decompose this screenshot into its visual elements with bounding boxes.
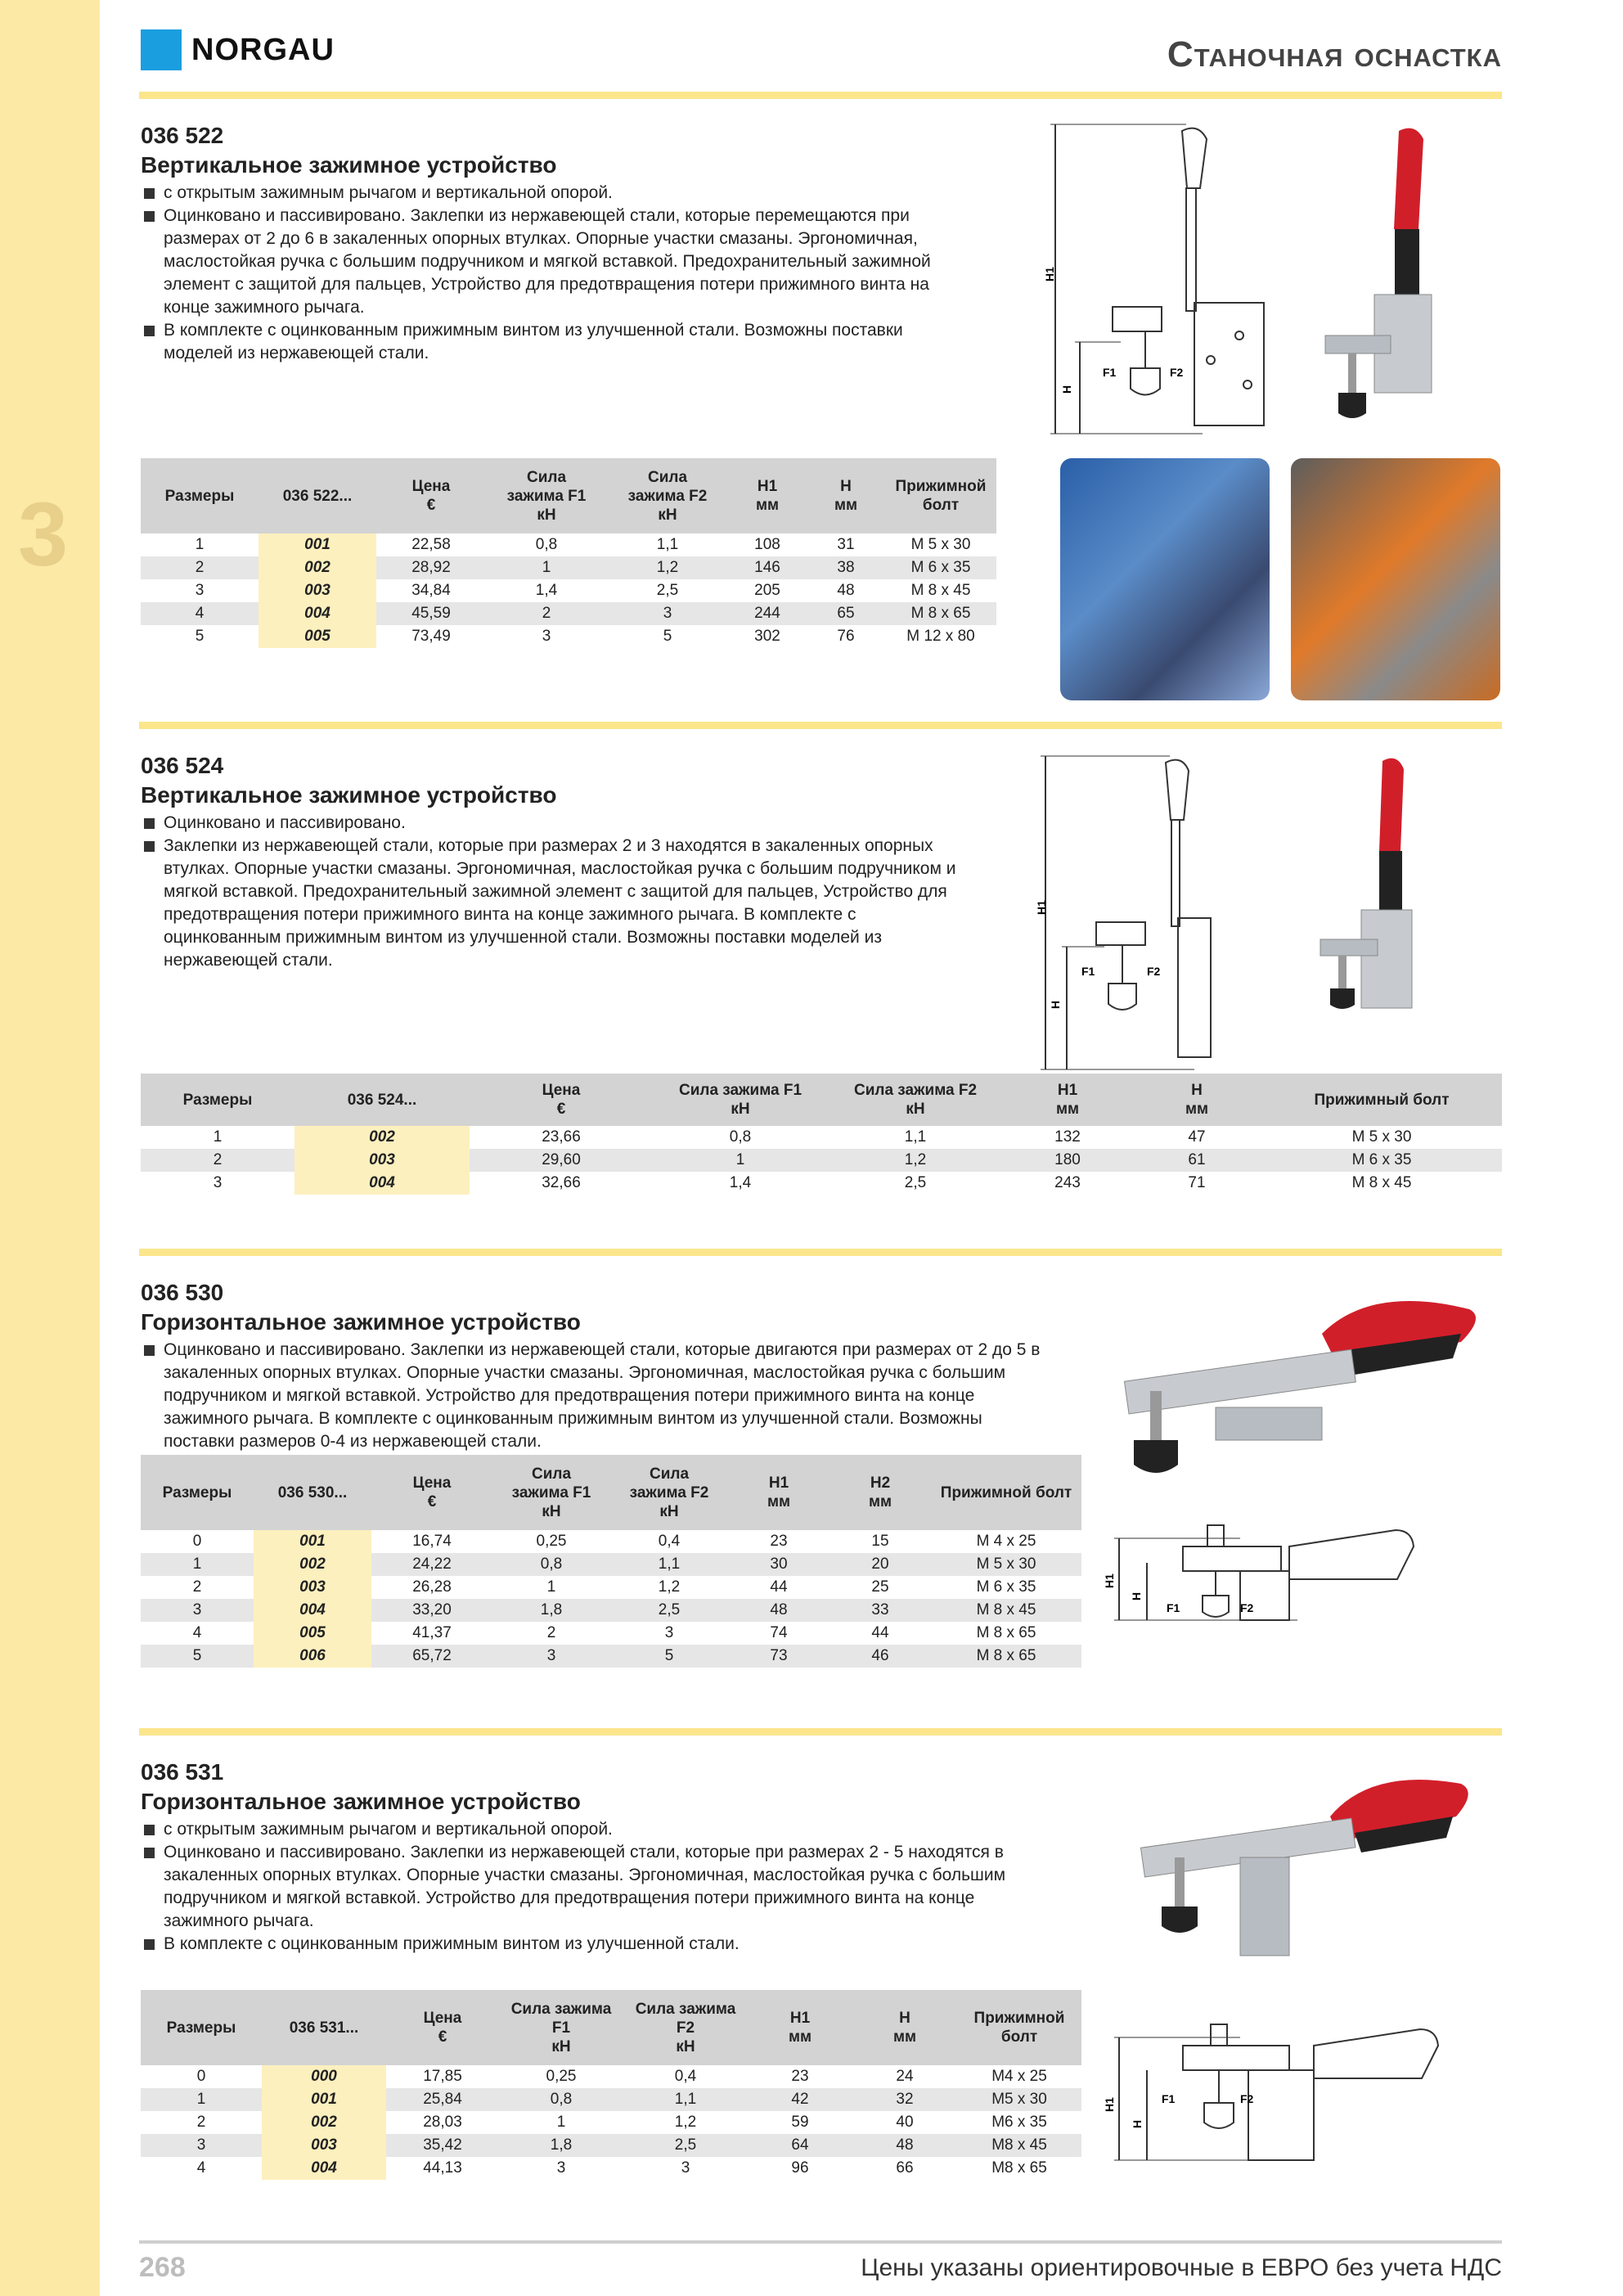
label-f1: F1 [1167, 1601, 1180, 1614]
table-row [141, 1622, 1081, 1645]
cell: 1,8 [499, 2134, 623, 2157]
col-header: Прижимной болт [885, 458, 996, 533]
spec-table [141, 1990, 1081, 2180]
label-f1: F1 [1103, 366, 1117, 379]
cell: 29,60 [470, 1149, 653, 1172]
cell: 3 [681, 2159, 690, 2177]
cell: 1 [556, 2114, 566, 2131]
col-header: Сила зажима F1 кН [653, 1074, 828, 1126]
table-row [141, 533, 996, 556]
label-h: H [1130, 1591, 1143, 1600]
sidebar-band [0, 0, 100, 2296]
cell: 1,4 [535, 582, 558, 599]
article-code: 006 [254, 1645, 371, 1668]
table-header-row [141, 1074, 1502, 1126]
cell: 1 [653, 1149, 828, 1172]
article-code: 003 [254, 1576, 371, 1599]
col-header: 036 531... [262, 1990, 386, 2065]
cell: 65,72 [371, 1645, 492, 1668]
bullet: Оцинковано и пассивировано. Заклепки из нержавеющей стали, которые перемещаются при размерах от 2 до 6 в закаленных опорных втулках. Опорные участки смазаны. Эргономичная, маслостойкая ручка с большим подручником и мягкой вставкой. Предохранительный зажимной элемент с защитой для пальцев, Устройство для предотвращения потери прижимного винта на конце зажимного рычага. [141, 205, 975, 319]
cell: 42 [748, 2088, 852, 2111]
cell: M 8 x 65 [885, 602, 996, 625]
cell: 4 [192, 1624, 202, 1641]
divider [139, 1728, 1502, 1736]
cell: 3 [195, 582, 205, 599]
section-title: Станочная оснастка [1167, 34, 1502, 74]
article-code: 004 [262, 2157, 386, 2180]
article-code: 001 [262, 2088, 386, 2111]
col-header: Размеры [141, 1455, 254, 1530]
label-h: H [1131, 2119, 1144, 2128]
article-code: 004 [294, 1172, 470, 1195]
table-header-row [141, 1455, 1081, 1530]
brand-logo [141, 29, 335, 70]
cell: 48 [728, 1599, 829, 1622]
cell: 48 [852, 2134, 957, 2157]
article-code: 004 [254, 1599, 371, 1622]
product-code: 036 530 [141, 1280, 224, 1305]
cell: 5 [610, 1645, 728, 1668]
cell: 25,84 [386, 2088, 499, 2111]
label-h: H [1060, 385, 1073, 394]
table-row [141, 1172, 1502, 1195]
cell: 3 [492, 1645, 610, 1668]
cell: M 8 x 65 [931, 1645, 1081, 1668]
cell: 180 [1003, 1149, 1132, 1172]
product-name: Вертикальное зажимное устройство [141, 152, 557, 178]
col-header: Сила зажима F2 кН [828, 1074, 1003, 1126]
article-code: 001 [259, 533, 376, 556]
cell: 30 [728, 1553, 829, 1576]
cell: 2 [192, 1578, 202, 1596]
col-header: 036 530... [254, 1455, 371, 1530]
cell: 244 [728, 602, 807, 625]
cell: M 5 x 30 [931, 1553, 1081, 1576]
spec-table [141, 1074, 1502, 1195]
page-number: 268 [139, 2252, 186, 2283]
cell: 4 [196, 2159, 206, 2177]
cell: M 6 x 35 [1261, 1149, 1502, 1172]
table-row [141, 1126, 1502, 1149]
table-row [141, 1576, 1081, 1599]
clamp-photo-horizontal [1101, 1276, 1494, 1489]
cell: 1 [141, 2088, 262, 2111]
col-header: Сила зажима F1 кН [486, 458, 607, 533]
bullet: с открытым зажимным рычагом и вертикальной опорой. [141, 1818, 1041, 1841]
table-row [141, 2111, 1081, 2134]
col-header: H1 мм [728, 458, 807, 533]
article-code: 004 [259, 602, 376, 625]
cell: 302 [754, 628, 780, 645]
col-header: Цена € [386, 1990, 499, 2065]
cell: M 4 x 25 [976, 1533, 1036, 1550]
product-name: Горизонтальное зажимное устройство [141, 1309, 581, 1335]
col-header: Сила зажима F1 кН [492, 1455, 610, 1530]
cell: 108 [754, 536, 780, 553]
table-row [141, 1599, 1081, 1622]
bullet: Оцинковано и пассивировано. Заклепки из нержавеющей стали, которые при размерах 2 - 5 находятся в закаленных опорных втулках. Опорные участки смазаны. Эргономичная, маслостойкая ручка с большим подручником и мягкой вставкой. Устройство для предотвращения потери прижимного винта на конце зажимного рычага. [141, 1841, 1041, 1933]
cell: 47 [1188, 1128, 1206, 1146]
product-description [141, 1818, 1041, 1956]
cell: M 12 x 80 [906, 628, 975, 645]
cell: 2,5 [610, 1599, 728, 1622]
cell: 41,37 [412, 1624, 452, 1641]
cell: 34,84 [411, 582, 451, 599]
cell: 0 [192, 1533, 202, 1550]
cell: 1,2 [828, 1149, 1003, 1172]
col-header: H1 мм [1003, 1074, 1132, 1126]
cell: 1,2 [674, 2114, 697, 2131]
table-row [141, 1149, 1502, 1172]
col-header: H мм [1132, 1074, 1261, 1126]
cell: 1,2 [658, 1578, 681, 1596]
cell: 0,4 [674, 2068, 697, 2085]
product-description [141, 182, 975, 365]
product-name: Вертикальное зажимное устройство [141, 782, 557, 808]
table-row [141, 625, 996, 648]
cell: 2,5 [656, 582, 679, 599]
cell: 23,66 [542, 1128, 581, 1146]
cell: 73,49 [411, 628, 451, 645]
clamp-drawing-horizontal [1101, 2013, 1494, 2177]
footer-divider [139, 2240, 1502, 2244]
cell: 2 [486, 602, 607, 625]
label-f1: F1 [1081, 965, 1095, 978]
table-row [141, 2088, 1081, 2111]
cell: 28,03 [423, 2114, 462, 2131]
cell: M 5 x 30 [1351, 1128, 1412, 1146]
product-code: 036 522 [141, 123, 224, 148]
label-h: H [1049, 1000, 1062, 1009]
table-row [141, 1530, 1081, 1553]
cell: 2 [546, 1624, 556, 1641]
col-header: 036 522... [259, 458, 376, 533]
cell: M 5 x 30 [910, 536, 971, 553]
table-row [141, 2157, 1081, 2180]
cell: 76 [837, 628, 855, 645]
cell: 1 [195, 536, 205, 553]
bullet: Оцинковано и пассивировано. Заклепки из нержавеющей стали, которые двигаются при размерах от 2 до 5 в закаленных опорных втулках. Опорные участки смазаны. Эргономичная, маслостойкая ручка с большим подручником и мягкой вставкой. Устройство для предотвращения потери прижимного винта на конце зажимного рычага. В комплекте с оцинкованным прижимным винтом из улучшенной стали. Возможны поставки размеров 0-4 из нержавеющей стали. [141, 1339, 1049, 1453]
cell: 0,25 [546, 2068, 577, 2085]
product-description [141, 812, 975, 972]
cell: 1,1 [623, 2088, 748, 2111]
col-header: Цена € [376, 458, 486, 533]
col-header: Прижимный болт [1261, 1074, 1502, 1126]
label-f2: F2 [1240, 1601, 1254, 1614]
article-code: 002 [262, 2111, 386, 2134]
cell: 44 [770, 1578, 788, 1596]
cell: M8 x 45 [957, 2134, 1081, 2157]
spec-table [141, 458, 996, 648]
label-h1: H1 [1043, 267, 1056, 281]
product-code: 036 531 [141, 1759, 224, 1785]
cell: 4 [141, 602, 259, 625]
cell: 3 [556, 2159, 566, 2177]
cell: 3 [542, 628, 551, 645]
bullet: Оцинковано и пассивировано. [141, 812, 975, 835]
col-header: Сила зажима F2 кН [610, 1455, 728, 1530]
col-header: Цена € [371, 1455, 492, 1530]
cell: M 6 x 35 [976, 1578, 1036, 1596]
cell: 32 [852, 2088, 957, 2111]
article-code: 001 [254, 1530, 371, 1553]
col-header: 036 524... [294, 1074, 470, 1126]
col-header: Прижимной болт [957, 1990, 1081, 2065]
cell: 22,58 [411, 536, 451, 553]
table-header-row [141, 1990, 1081, 2065]
cell: 2,5 [904, 1174, 927, 1191]
label-h1: H1 [1103, 1573, 1116, 1588]
cell: 64 [748, 2134, 852, 2157]
cell: 46 [829, 1645, 931, 1668]
article-code: 005 [259, 625, 376, 648]
cell: 5 [141, 1645, 254, 1668]
cell: 15 [871, 1533, 889, 1550]
table-row [141, 556, 996, 579]
cell: 24 [896, 2068, 914, 2085]
cell: 32,66 [542, 1174, 581, 1191]
cell: 205 [754, 582, 780, 599]
article-code: 003 [259, 579, 376, 602]
application-photo [1291, 458, 1500, 700]
cell: 0,8 [729, 1128, 752, 1146]
cell: 1 [141, 1553, 254, 1576]
cell: M 6 x 35 [885, 556, 996, 579]
cell: 1,8 [492, 1599, 610, 1622]
cell: 96 [791, 2159, 809, 2177]
cell: 3 [141, 2134, 262, 2157]
col-header: H1 мм [748, 1990, 852, 2065]
cell: 48 [837, 582, 855, 599]
cell: 2,5 [623, 2134, 748, 2157]
cell: 16,74 [412, 1533, 452, 1550]
col-header: H мм [852, 1990, 957, 2065]
cell: 3 [607, 602, 728, 625]
table-row [141, 579, 996, 602]
cell: 132 [1054, 1128, 1081, 1146]
cell: 0,8 [492, 1553, 610, 1576]
cell: 0,8 [499, 2088, 623, 2111]
clamp-drawing-vertical [1031, 746, 1243, 1074]
cell: 5 [195, 628, 205, 645]
clamp-photo-vertical [1309, 746, 1472, 1041]
cell: M 8 x 45 [1351, 1174, 1412, 1191]
cell: 0,4 [658, 1533, 681, 1550]
clamp-drawing-vertical [1039, 115, 1284, 442]
cell: 1,1 [610, 1553, 728, 1576]
col-header: Размеры [141, 1074, 294, 1126]
table-row [141, 2134, 1081, 2157]
cell: 20 [829, 1553, 931, 1576]
col-header: H1 мм [728, 1455, 829, 1530]
cell: 74 [770, 1624, 788, 1641]
cell: 1,2 [607, 556, 728, 579]
cell: 73 [728, 1645, 829, 1668]
col-header: Прижимной болт [931, 1455, 1081, 1530]
table-row [141, 1553, 1081, 1576]
col-header: H мм [807, 458, 885, 533]
cell: 5 [663, 628, 672, 645]
label-f1: F1 [1162, 2092, 1176, 2105]
cell: 26,28 [412, 1578, 452, 1596]
cell: 0,8 [535, 536, 558, 553]
label-f2: F2 [1170, 366, 1184, 379]
clamp-photo-vertical [1309, 115, 1489, 442]
label-h1: H1 [1035, 900, 1048, 915]
cell: 1 [486, 556, 607, 579]
col-header: Размеры [141, 458, 259, 533]
cell: M4 x 25 [991, 2068, 1047, 2085]
article-code: 003 [262, 2134, 386, 2157]
cell: 1,1 [656, 536, 679, 553]
col-header: Размеры [141, 1990, 262, 2065]
cell: 0 [196, 2068, 206, 2085]
cell: 2 [196, 2114, 206, 2131]
col-header: Сила зажима F2 кН [623, 1990, 748, 2065]
cell: 31 [837, 536, 855, 553]
article-code: 002 [294, 1126, 470, 1149]
cell: 1,1 [904, 1128, 927, 1146]
cell: 40 [896, 2114, 914, 2131]
cell: M6 x 35 [991, 2114, 1047, 2131]
brand-name: NORGAU [191, 32, 335, 67]
bullet: В комплекте с оцинкованным прижимным винтом из улучшенной стали. Возможны поставки моделей из нержавеющей стали. [141, 319, 975, 365]
cell: M 8 x 65 [976, 1624, 1036, 1641]
cell: 35,42 [386, 2134, 499, 2157]
chapter-number: 3 [18, 484, 69, 585]
cell: 2 [141, 1149, 294, 1172]
price-note: Цены указаны ориентировочные в ЕВРО без учета НДС [861, 2254, 1502, 2281]
article-code: 003 [294, 1149, 470, 1172]
col-header: Сила зажима F2 кН [607, 458, 728, 533]
table-row [141, 1645, 1081, 1668]
col-header: Цена € [470, 1074, 653, 1126]
cell: 28,92 [376, 556, 486, 579]
bullet: Заклепки из нержавеющей стали, которые при размерах 2 и 3 находятся в закаленных опорных втулках. Опорные участки смазаны. Эргономичная, маслостойкая ручка с большим подручником и мягкой вставкой. Предохранительный зажимной элемент с защитой для пальцев, Устройство для предотвращения потери прижимного винта на конце зажимного рычага. В комплекте с оцинкованным прижимным винтом из улучшенной стали. Возможны поставки моделей из нержавеющей стали. [141, 835, 975, 972]
product-description [141, 1339, 1049, 1453]
cell: M 8 x 45 [910, 582, 971, 599]
bullet: В комплекте с оцинкованным прижимным винтом из улучшенной стали. [141, 1933, 1041, 1956]
spec-table [141, 1455, 1081, 1668]
cell: 25 [871, 1578, 889, 1596]
clamp-photo-horizontal [1126, 1759, 1486, 1972]
divider [139, 92, 1502, 99]
table-header-row [141, 458, 996, 533]
cell: M8 x 65 [991, 2159, 1047, 2177]
cell: 44 [871, 1624, 889, 1641]
logo-square-icon [141, 29, 182, 70]
cell: 1 [546, 1578, 556, 1596]
cell: M 8 x 45 [931, 1599, 1081, 1622]
cell: 23 [791, 2068, 809, 2085]
application-photo [1060, 458, 1270, 700]
cell: 24,22 [371, 1553, 492, 1576]
cell: 0,25 [536, 1533, 567, 1550]
cell: 33 [829, 1599, 931, 1622]
cell: 3 [664, 1624, 674, 1641]
cell: 3 [213, 1174, 223, 1191]
cell: 146 [728, 556, 807, 579]
bullet: с открытым зажимным рычагом и вертикальной опорой. [141, 182, 975, 205]
clamp-drawing-horizontal [1101, 1514, 1494, 1636]
col-header: H2 мм [829, 1455, 931, 1530]
article-code: 002 [254, 1553, 371, 1576]
label-f2: F2 [1147, 965, 1161, 978]
cell: 71 [1188, 1174, 1206, 1191]
cell: 3 [141, 1599, 254, 1622]
col-header: Сила зажима F1 кН [499, 1990, 623, 2065]
table-row [141, 2065, 1081, 2088]
product-code: 036 524 [141, 753, 224, 778]
divider [139, 1249, 1502, 1256]
cell: 1 [213, 1128, 223, 1146]
cell: 38 [807, 556, 885, 579]
cell: 59 [791, 2114, 809, 2131]
cell: 44,13 [423, 2159, 462, 2177]
article-code: 000 [262, 2065, 386, 2088]
cell: 61 [1132, 1149, 1261, 1172]
divider [139, 722, 1502, 729]
cell: 1,4 [729, 1174, 752, 1191]
cell: 33,20 [371, 1599, 492, 1622]
label-f2: F2 [1240, 2092, 1254, 2105]
cell: M5 x 30 [957, 2088, 1081, 2111]
cell: 17,85 [423, 2068, 462, 2085]
table-row [141, 602, 996, 625]
cell: 2 [141, 556, 259, 579]
cell: 243 [1054, 1174, 1081, 1191]
cell: 65 [807, 602, 885, 625]
cell: 66 [896, 2159, 914, 2177]
cell: 45,59 [376, 602, 486, 625]
cell: 23 [770, 1533, 788, 1550]
product-name: Горизонтальное зажимное устройство [141, 1789, 581, 1814]
label-h1: H1 [1103, 2097, 1116, 2112]
article-code: 005 [254, 1622, 371, 1645]
article-code: 002 [259, 556, 376, 579]
